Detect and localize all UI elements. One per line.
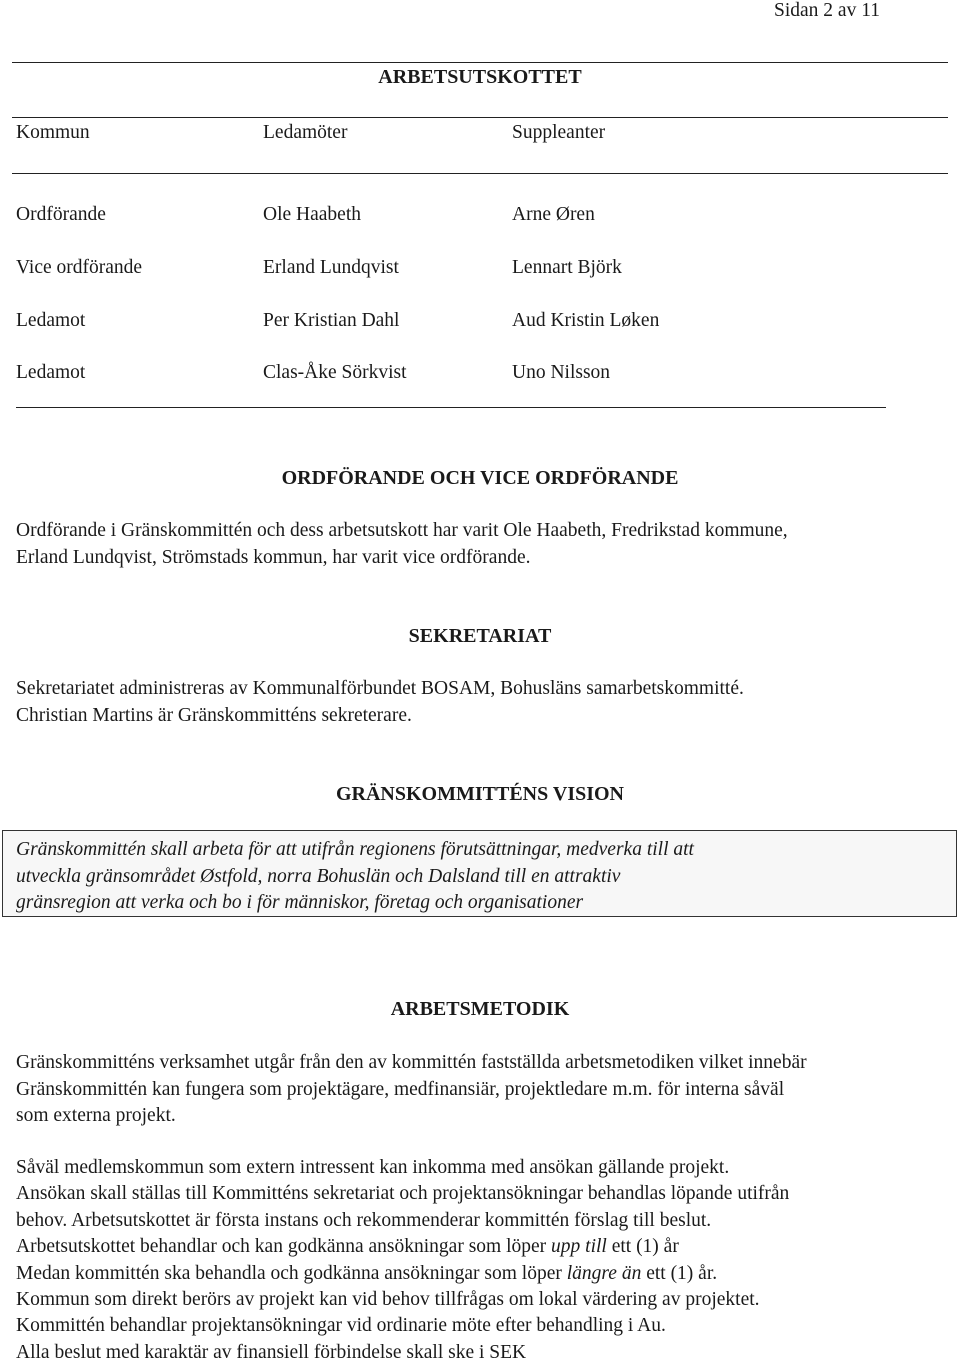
paragraph-line: Sekretariatet administreras av Kommunalförbundet BOSAM, Bohusläns samarbetskommitté.: [16, 678, 744, 699]
row-role: Vice ordförande: [16, 257, 143, 278]
row-substitute: Uno Nilsson: [512, 362, 611, 383]
top-divider: [12, 62, 948, 63]
line-text: Medan kommittén ska behandla och godkänna ansökningar som löper: [16, 1262, 567, 1284]
row-role: Ledamot: [16, 362, 86, 383]
vision-statement: [16, 837, 694, 917]
paragraph-line: [16, 1261, 789, 1287]
row-member: Per Kristian Dahl: [263, 310, 400, 331]
vision-heading: GRÄNSKOMMITTÉNS VISION: [335, 783, 625, 805]
paragraph-line: Såväl medlemskommun som extern intressent kan inkomma med ansökan gällande projekt.: [16, 1157, 730, 1178]
table-header-top-rule: [12, 117, 948, 118]
paragraph-line: Alla beslut med karaktär av finansiell förbindelse skall ske i SEK: [16, 1341, 527, 1363]
sekretariat-paragraph: [16, 676, 744, 729]
arbetsmetodik-heading: ARBETSMETODIK: [390, 998, 570, 1020]
paragraph-line: som externa projekt.: [16, 1105, 176, 1126]
paragraph-line: Ordförande i Gränskommittén och dess arbetsutskott har varit Ole Haabeth, Fredrikstad kommune,: [16, 520, 788, 541]
row-role: Ledamot: [16, 310, 86, 331]
column-header-suppleanter: Suppleanter: [512, 122, 606, 143]
row-substitute: Lennart Björk: [512, 257, 622, 278]
page-number: Sidan 2 av 11: [774, 0, 880, 21]
row-member: Erland Lundqvist: [263, 257, 399, 278]
row-substitute: Aud Kristin Løken: [512, 310, 660, 331]
table-bottom-rule: [16, 407, 886, 408]
line-text: Arbetsutskottet behandlar och kan godkänna ansökningar som löper: [16, 1236, 552, 1258]
arbetsmetodik-paragraph-2: [16, 1155, 789, 1366]
ordforande-paragraph: [16, 518, 788, 571]
paragraph-line: Christian Martins är Gränskommitténs sekreterare.: [16, 704, 412, 726]
line-text: ett (1) år: [606, 1236, 679, 1258]
paragraph-line: Kommittén behandlar projektansökningar vid ordinarie möte efter behandling i Au.: [16, 1315, 666, 1337]
row-role: Ordförande: [16, 204, 106, 225]
paragraph-line: Gränskommitténs verksamhet utgår från den av kommittén fastställda arbetsmetodiken vilket innebär: [16, 1052, 807, 1073]
paragraph-line: [16, 1234, 789, 1260]
table-header-bottom-rule: [12, 173, 948, 174]
emphasis-text: längre än: [566, 1262, 642, 1284]
row-member: Ole Haabeth: [263, 204, 361, 225]
emphasis-text: upp till: [551, 1236, 607, 1258]
vision-line: Gränskommittén skall arbeta för att utifrån regionens förutsättningar, medverka till att: [16, 839, 694, 860]
paragraph-line: Ansökan skall ställas till Kommitténs sekretariat och projektansökningar behandlas löpande utifrån: [16, 1183, 790, 1205]
vision-line: utveckla gränsområdet Østfold, norra Bohuslän och Dalsland till en attraktiv: [16, 865, 621, 887]
paragraph-line: Gränskommittén kan fungera som projektägare, medfinansiär, projektledare m.m. för interna såväl: [16, 1078, 785, 1100]
arbetsutskottet-heading: ARBETSUTSKOTTET: [378, 66, 582, 88]
row-member: Clas-Åke Sörkvist: [263, 362, 407, 383]
column-header-ledamoter: Ledamöter: [263, 122, 348, 143]
paragraph-line: Kommun som direkt berörs av projekt kan vid behov tillfrågas om lokal värdering av projektet.: [16, 1288, 760, 1310]
paragraph-line: behov. Arbetsutskottet är första instans och rekommenderar kommittén förslag till beslut.: [16, 1209, 712, 1231]
ordforande-heading: ORDFÖRANDE OCH VICE ORDFÖRANDE: [281, 467, 679, 489]
row-substitute: Arne Øren: [512, 204, 595, 225]
column-header-kommun: Kommun: [16, 122, 90, 143]
line-text: ett (1) år.: [641, 1262, 718, 1284]
vision-line: gränsregion att verka och bo i för människor, företag och organisationer: [16, 892, 584, 913]
paragraph-line: Erland Lundqvist, Strömstads kommun, har varit vice ordförande.: [16, 546, 531, 568]
arbetsmetodik-paragraph-1: [16, 1050, 807, 1130]
sekretariat-heading: SEKRETARIAT: [408, 625, 552, 647]
